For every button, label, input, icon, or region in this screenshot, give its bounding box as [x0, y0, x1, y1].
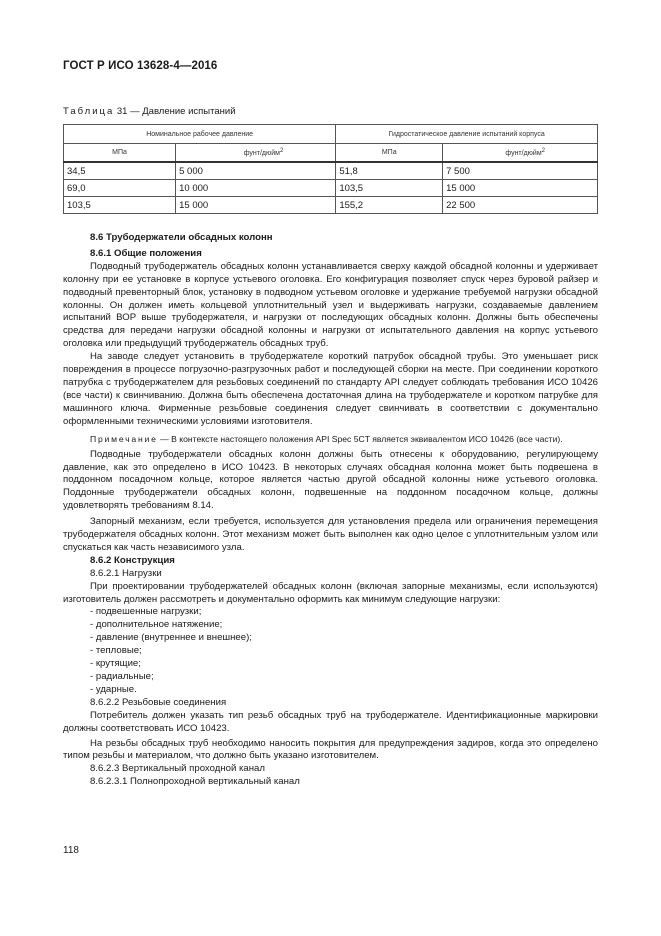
- document-id: ГОСТ Р ИСО 13628-4—2016: [63, 60, 218, 72]
- section-body: [63, 232, 598, 789]
- table-caption-label: Таблица: [63, 106, 115, 117]
- note-label: Примечание: [90, 433, 158, 444]
- unit-superscript: 2: [279, 148, 284, 154]
- list-item: - дополнительное натяжение;: [90, 619, 223, 631]
- paragraph: На резьбы обсадных труб необходимо наносить покрытия для предупреждения задиров, когда это определено типом резьбы и материалом, что должно быть указано изготовителем.: [63, 737, 598, 762]
- paragraph: Подводный трубодержатель обсадных колонн устанавливается сверху каждой обсадной колонны и удерживает колонну при ее установке в корпусе устьевого оголовка. Его конфигурация позволяет спуск через буровой райзер и подводный превенторный блок, установку в подводном устьевом оголовке и удержание требуемой нагрузки обсадной колонны. Он должен иметь кольцевой уплотнительный узел и выдерживать нагрузки, создаваемые давлением испытаний ВОР выше трубодержателя, и нагрузки от последующих обсадных колонн. Должны быть обеспечены средства для передачи нагрузки обсадной колонны и нагрузки от испытательного давления на корпус устьевого оголовка или предыдущий трубодержатель обсадных труб.: [63, 260, 598, 350]
- table-cell: 15 000: [176, 197, 336, 214]
- subsection-heading-8-6-2-2: 8.6.2.2 Резьбовые соединения: [90, 696, 227, 708]
- list-item: - давление (внутреннее и внешнее);: [90, 632, 252, 644]
- table-cell: 51,8: [336, 162, 443, 180]
- unit-header-psi: [176, 144, 336, 163]
- subsection-heading-8-6-2-3-1: 8.6.2.3.1 Полнопроходной вертикальный канал: [90, 776, 300, 788]
- paragraph: Подводные трубодержатели обсадных колонн должны быть отнесены к оборудованию, регулирующему давление, как это определено в ИСО 10423. В некоторых случаях обсадная колонна может быть подвешена в поддонном посадочном кольце, которое является частью другой обсадной колонны ниже устьевого оголовка. Поддонные трубодержатели обсадных колонн, подвешенные на поддонном посадочном кольце, должны удовлетворять требованиям 8.14.: [63, 448, 598, 512]
- table-caption-title: 31 — Давление испытаний: [116, 106, 236, 117]
- table-cell: 69,0: [64, 180, 176, 197]
- list-item: - радиальные;: [90, 671, 154, 682]
- paragraph: Потребитель должен указать тип резьб обсадных труб на трубодержателе. Идентификационные маркировки должны соответствовать ИСО 10423.: [63, 709, 598, 734]
- paragraph: При проектировании трубодержателей обсадных колонн (включая запорные механизмы, если используются) изготовитель должен рассмотреть и документально оформить как минимум следующие нагрузки:: [63, 580, 598, 605]
- page-number: 118: [63, 845, 79, 856]
- paragraph: Запорный механизм, если требуется, используется для установления предела или ограничения перемещения трубодержателя обсадных колонн. Этот механизм может быть выполнен как одно целое с уплотнительным узлом или спускаться как часть независимого узла.: [63, 516, 598, 553]
- header-rated-working-pressure: Номинальное рабочее давление: [64, 125, 336, 144]
- section-heading-8-6-2: 8.6.2 Конструкция: [90, 554, 175, 566]
- list-item: - ударные.: [90, 683, 137, 695]
- table-cell: 7 500: [443, 162, 598, 180]
- unit-header-mpa: МПа: [336, 144, 443, 163]
- unit-superscript: 2: [541, 148, 545, 154]
- unit-label: фунт/дюйм: [505, 150, 542, 157]
- unit-header-psi: [443, 144, 598, 163]
- list-item: - тепловые;: [90, 645, 142, 657]
- table-row: [64, 162, 598, 180]
- table-cell: 34,5: [64, 162, 176, 180]
- table-cell: 15 000: [443, 180, 598, 197]
- table-cell: 155,2: [336, 197, 443, 214]
- section-heading-8-6-1: 8.6.1 Общие положения: [90, 247, 202, 259]
- table-cell: 10 000: [176, 180, 336, 197]
- note-text: — В контексте настоящего положения API Spec 5CT является эквивалентом ИСО 10426 (все части).: [157, 433, 563, 444]
- note: [63, 433, 598, 445]
- table-cell: 103,5: [64, 197, 176, 214]
- table-cell: 103,5: [336, 180, 443, 197]
- subsection-heading-8-6-2-3: 8.6.2.3 Вертикальный проходной канал: [90, 763, 265, 775]
- unit-header-mpa: МПа: [64, 144, 176, 163]
- paragraph: На заводе следует установить в трубодержателе короткий патрубок обсадной трубы. Это уменьшает риск повреждения в процессе погрузочно-разгрузочных работ и последующей сборки на месте. При соединении короткого патрубка с трубодержателем для резьбовых соединений по стандарту API следует соблюдать требования ИСО 10426 (все части) к свинчиванию. Должна быть обеспечена достаточная длина на трубодержателе и коротком патрубке для машинного ключа. Фирменные резьбовые соединения следует свинчивать в соответствии с документально оформленными техническими условиями изготовителя.: [63, 351, 598, 427]
- list-item: - подвешенные нагрузки;: [90, 606, 202, 618]
- list-item: - крутящие;: [90, 658, 141, 670]
- table-row: [64, 197, 598, 214]
- test-pressure-table: [63, 124, 598, 214]
- subsection-heading-8-6-2-1: 8.6.2.1 Нагрузки: [90, 567, 162, 579]
- section-heading-8-6: 8.6 Трубодержатели обсадных колонн: [90, 232, 273, 243]
- table-row: [64, 180, 598, 197]
- table-caption: [63, 106, 236, 117]
- table-cell: 22 500: [443, 197, 598, 214]
- table-cell: 5 000: [176, 162, 336, 180]
- unit-label: фунт/дюйм: [243, 150, 280, 157]
- header-hydrostatic-test-pressure: Гидростатическое давление испытаний корпуса: [336, 125, 598, 144]
